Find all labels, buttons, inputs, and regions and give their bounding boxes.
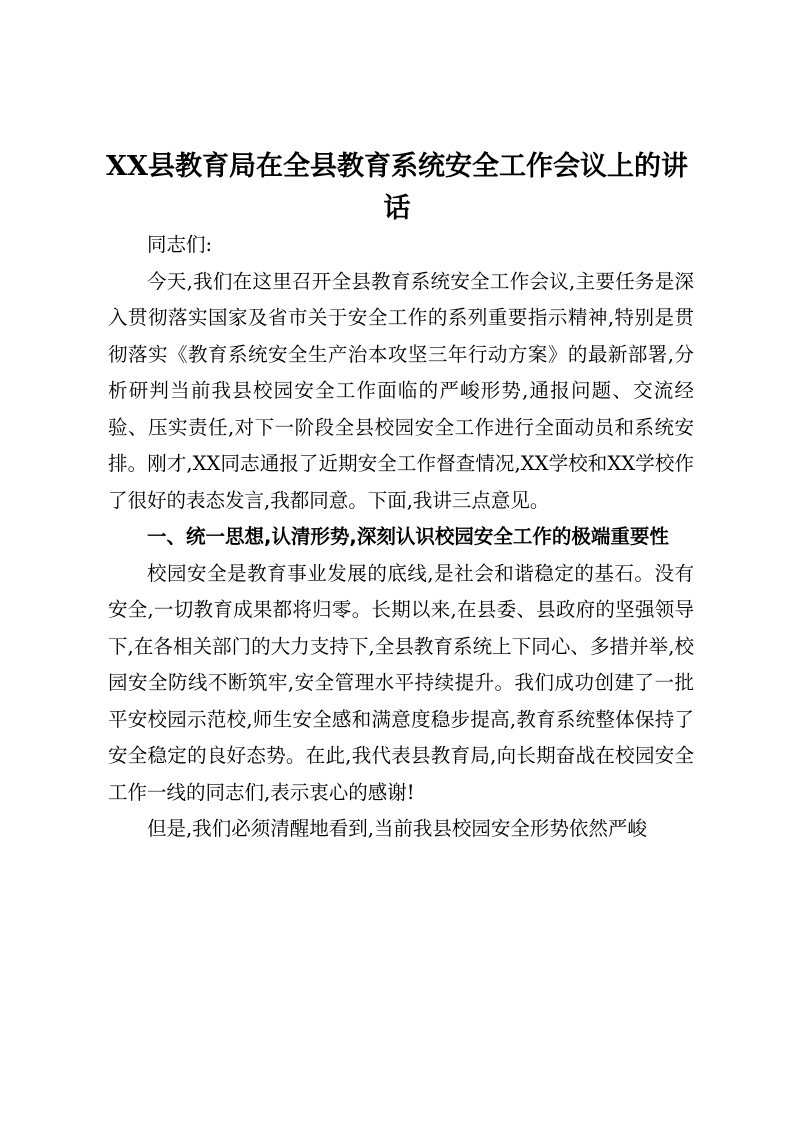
paragraph-section1-1: 校园安全是教育事业发展的底线,是社会和谐稳定的基石。没有安全,一切教育成果都将归零。长期以来,在县委、县政府的坚强领导下,在各相关部门的大力支持下,全县教育系统上下同心、多措并举,校园安全防线不断筑牢,安全管理水平持续提升。我们成功创建了一批平安校园示范校,师生安全感和满意度稳步提高,教育系统整体保持了安全稳定的良好态势。在此,我代表县教育局,向长期奋战在校园安全工作一线的同志们,表示衷心的感谢!: [108, 561, 694, 804]
document-body: [108, 227, 694, 848]
document-title: XX县教育局在全县教育系统安全工作会议上的讲话: [106, 151, 688, 224]
paragraph-intro: 今天,我们在这里召开全县教育系统安全工作会议,主要任务是深入贯彻落实国家及省市关于安全工作的系列重要指示精神,特别是贯彻落实《教育系统安全生产治本攻坚三年行动方案》的最新部署,分析研判当前我县校园安全工作面临的严峻形势,通报问题、交流经验、压实责任,对下一阶段全县校园安全工作进行全面动员和系统安排。刚才,XX同志通报了近期安全工作督查情况,XX学校和XX学校作了很好的表态发言,我都同意。下面,我讲三点意见。: [108, 269, 694, 512]
paragraph-section1-2: 但是,我们必须清醒地看到,当前我县校园安全形势依然严峻: [147, 817, 647, 840]
section-heading-1: 一、统一思想,认清形势,深刻认识校园安全工作的极端重要性: [147, 525, 669, 548]
salutation: 同志们:: [147, 233, 213, 256]
